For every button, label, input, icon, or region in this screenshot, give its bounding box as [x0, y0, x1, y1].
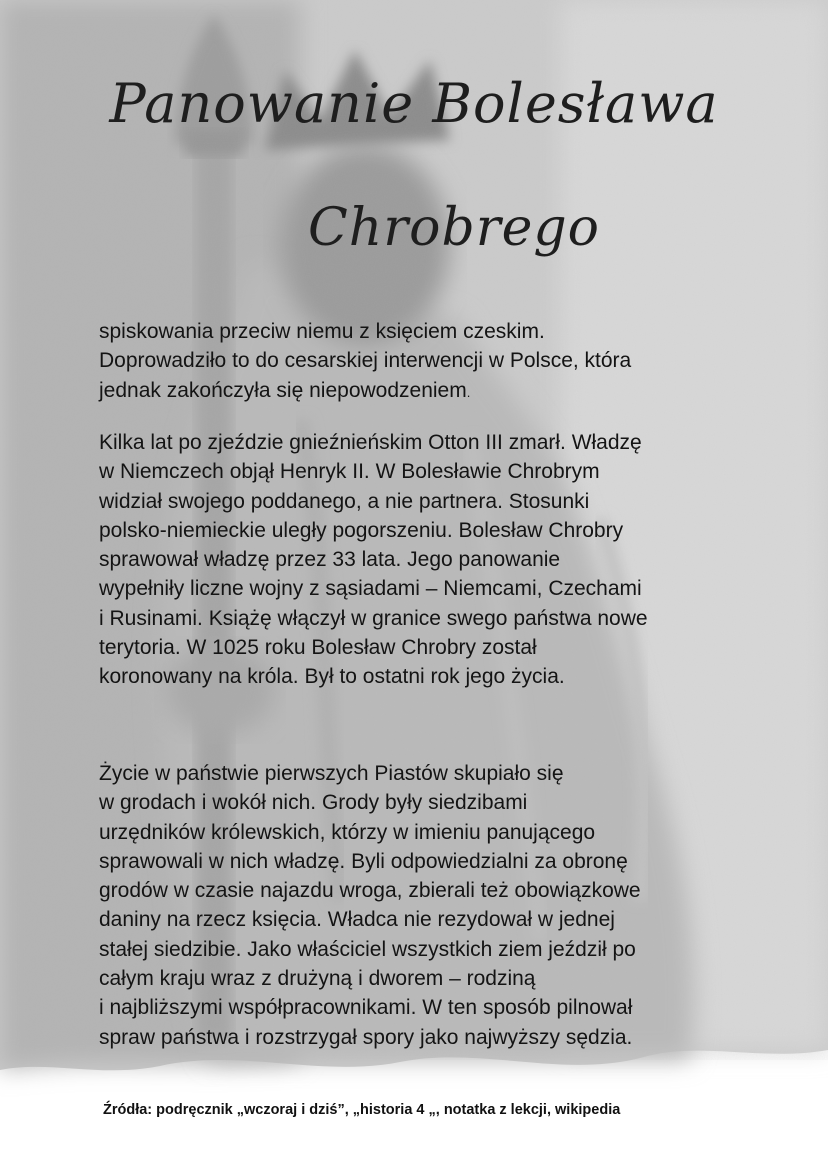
paragraph-line: spiskowania przeciw niemu z księciem czeskim. — [99, 320, 545, 343]
paragraph-line: grodów w czasie najazdu wroga, zbierali też obowiązkowe — [99, 879, 641, 903]
paragraph-line: w grodach i wokół nich. Grody były siedzibami — [99, 791, 528, 815]
sources-footnote: Źródła: podręcznik „wczoraj i dziś”, „historia 4 „, notatka z lekcji, wikipedia — [103, 1102, 621, 1118]
paragraph-line: terytoria. W 1025 roku Bolesław Chrobry został — [99, 636, 537, 660]
paragraph-line: stałej siedzibie. Jako właściciel wszystkich ziem jeździł po — [99, 937, 636, 961]
paragraph-line-text: jednak zakończyła się niepowodzeniem — [99, 378, 467, 402]
paragraph-line: spraw państwa i rozstrzygał spory jako najwyższy sędzia. — [99, 1025, 633, 1049]
paragraph-line: Życie w państwie pierwszych Piastów skupiało się — [99, 762, 564, 785]
paragraph-line: całym kraju wraz z drużyną i dworem – rodziną — [99, 967, 536, 991]
paragraph-line: daniny na rzecz księcia. Władca nie rezydował w jednej — [99, 908, 615, 932]
paragraph-line: Doprowadziło to do cesarskiej interwencji w Polsce, która — [99, 349, 632, 373]
paragraph-line: i Rusinami. Książę włączył w granice swego państwa nowe — [99, 606, 648, 630]
paragraph-3 — [99, 759, 799, 1052]
page-title-line-2: Chrobrego — [308, 198, 600, 258]
paragraph-line: urzędników królewskich, którzy w imieniu panującego — [99, 820, 596, 844]
page-title-line-1: Panowanie Bolesława — [109, 72, 719, 135]
paragraph-line: Kilka lat po zjeździe gnieźnieńskim Otton III zmarł. Władzę — [99, 431, 642, 454]
trailing-dot: . — [466, 384, 471, 400]
paragraph-line — [99, 376, 799, 407]
paragraph-line: koronowany na króla. Był to ostatni rok jego życia. — [99, 665, 565, 689]
paragraph-line: wypełniły liczne wojny z sąsiadami – Niemcami, Czechami — [99, 577, 642, 601]
paragraph-line: i najbliższymi współpracownikami. W ten sposób pilnował — [99, 996, 633, 1020]
paragraph-line: sprawował władzę przez 33 lata. Jego panowanie — [99, 548, 561, 572]
paragraph-line: w Niemczech objął Henryk II. W Bolesławie Chrobrym — [99, 460, 600, 484]
paragraph-line: widział swojego poddanego, a nie partnera. Stosunki — [99, 489, 590, 513]
paragraph-line: polsko-niemieckie uległy pogorszeniu. Bolesław Chrobry — [99, 518, 624, 542]
paragraph-1 — [99, 317, 799, 407]
paragraph-line: sprawowali w nich władzę. Byli odpowiedzialni za obronę — [99, 849, 628, 873]
paragraph-2 — [99, 428, 799, 692]
